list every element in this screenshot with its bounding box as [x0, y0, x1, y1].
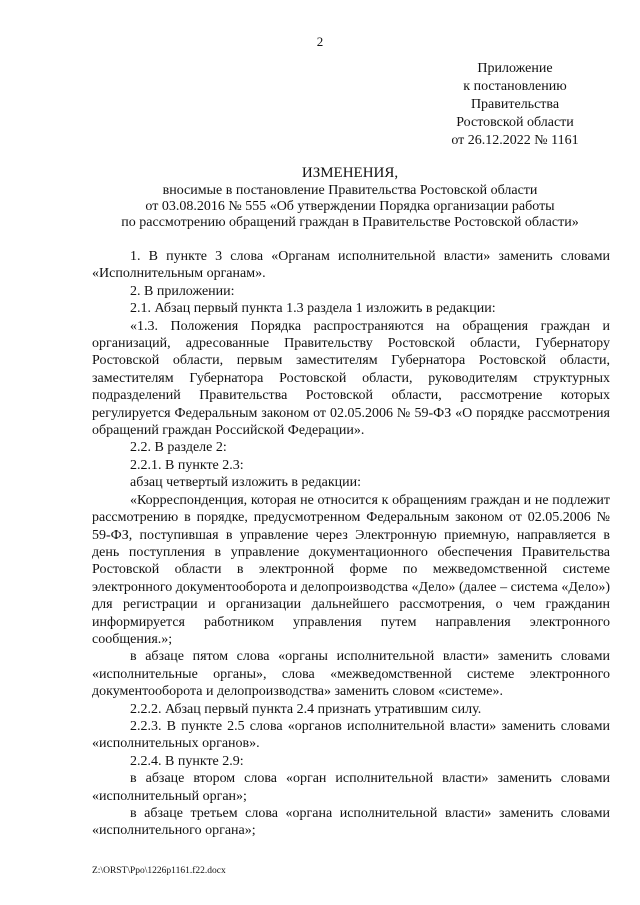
paragraph: 2.2.3. В пункте 2.5 слова «органов исполнительной власти» заменить словами «исполнительных органов».: [92, 718, 610, 752]
heading-title: ИЗМЕНЕНИЯ,: [301, 165, 399, 181]
appendix-line: Ростовской области: [456, 115, 574, 130]
appendix-line: к постановлению: [463, 79, 567, 94]
paragraph: «Корреспонденция, которая не относится к обращениям граждан и не подлежит рассмотрению в порядке, предусмотренном Федеральным законом от 02.05.2006 № 59-ФЗ, поступившая в управление через Электронную приемную, направляется в день поступления в управление документационного обеспечения Правительства Ростовской области в электронной форме по межведомственной системе электронного документооборота и делопроизводства «Дело» (далее – система «Дело») для регистрации и организации дальнейшего рассмотрения, о чем гражданин информируется работником управления путем направления электронного сообщения.»;: [92, 492, 610, 647]
heading-line: вносимые в постановление Правительства Ростовской области: [162, 183, 538, 198]
paragraph: в абзаце втором слова «орган исполнительной власти» заменить словами «исполнительный орган»;: [92, 771, 610, 804]
paragraph: 2.2.2. Абзац первый пункта 2.4 признать утратившим силу.: [130, 701, 482, 717]
appendix-line: Правительства: [470, 97, 560, 112]
paragraph: 1. В пункте 3 слова «Органам исполнительной власти» заменить словами «Исполнительным органам».: [92, 249, 610, 282]
paragraph: в абзаце пятом слова «органы исполнительной власти» заменить словами «исполнительные органы», слова «межведомственной системе электронного документооборота и делопроизводства» заменить словом «системе».: [92, 649, 610, 700]
page-number: 2: [316, 34, 324, 49]
paragraph: «1.3. Положения Порядка распространяются на обращения граждан и организаций, адресованные Правительству Ростовской области, Губернатору Ростовской области, первым заместителям Губернатора Ростовской области, заместителям Губернатора Ростовской области, руководителям структурных подразделений Правительства Ростовской области, рассмотрение которых регулируется Федеральным законом от 02.05.2006 № 59-ФЗ «О порядке рассмотрения обращений граждан Российской Федерации».: [92, 318, 610, 439]
paragraph: в абзаце третьем слова «органа исполнительной власти» заменить словами «исполнительного органа»;: [92, 806, 610, 839]
paragraph: абзац четвертый изложить в редакции:: [130, 475, 361, 491]
appendix-line: Приложение: [477, 61, 553, 76]
appendix-block: [430, 60, 600, 150]
paragraph: 2. В приложении:: [130, 283, 235, 299]
file-path-footer: Z:\ORST\Ppo\1226p1161.f22.docx: [92, 866, 226, 876]
paragraph: 2.2.4. В пункте 2.9:: [130, 753, 244, 769]
document-heading: [90, 164, 610, 231]
document-body: [92, 248, 610, 840]
paragraph: 2.1. Абзац первый пункта 1.3 раздела 1 изложить в редакции:: [130, 301, 496, 317]
heading-line: от 03.08.2016 № 555 «Об утверждении Порядка организации работы: [145, 199, 555, 214]
paragraph: 2.2.1. В пункте 2.3:: [130, 457, 244, 473]
appendix-line: от 26.12.2022 № 1161: [451, 133, 579, 148]
heading-line: по рассмотрению обращений граждан в Правительстве Ростовской области»: [121, 215, 579, 230]
paragraph: 2.2. В разделе 2:: [130, 440, 227, 456]
